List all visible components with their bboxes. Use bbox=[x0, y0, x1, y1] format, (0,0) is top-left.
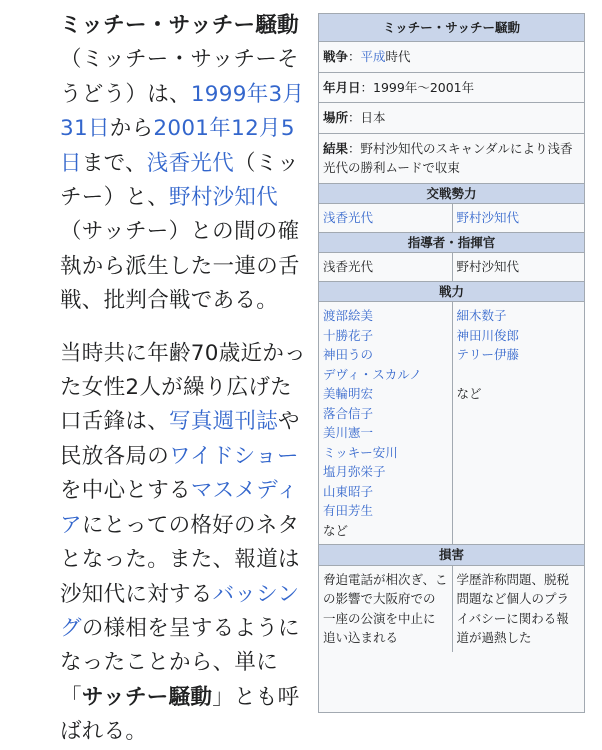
link-wide-show[interactable]: ワイドショー bbox=[169, 443, 299, 469]
text-nick1: （ミッチー）と、 bbox=[60, 150, 299, 211]
link-date-start[interactable]: 1999年3月31日 bbox=[60, 81, 305, 142]
strength-right-item[interactable]: 神田川俊郎 bbox=[456, 327, 520, 343]
p2-text-5: の様相を呈するようになったことから、単に「 bbox=[60, 615, 300, 710]
strength-left-item[interactable]: デヴィ・スカルノ bbox=[323, 366, 422, 382]
war-rest: 時代 bbox=[385, 49, 411, 64]
infobox bbox=[318, 13, 585, 713]
article-body bbox=[60, 9, 308, 750]
sacchi-sodo-bold: サッチー騒動 bbox=[81, 684, 213, 710]
p2-text-2: や民放各局の bbox=[60, 409, 300, 469]
commanders-row bbox=[319, 252, 584, 281]
p2-text-3: を中心とする bbox=[60, 478, 191, 504]
strength-left-item[interactable]: 十勝花子 bbox=[323, 327, 374, 343]
strength-right-item[interactable]: 細木数子 bbox=[456, 308, 507, 323]
casualty-left: 脅迫電話が相次ぎ、この影響で大阪府での一座の公演を中止に追い込まれる bbox=[323, 571, 448, 645]
strength-left-item[interactable]: 山東昭子 bbox=[323, 483, 374, 499]
belligerent-right[interactable]: 野村沙知代 bbox=[452, 204, 585, 232]
link-bashing[interactable]: バッシング bbox=[60, 581, 300, 641]
strength-right-item[interactable]: テリー伊藤 bbox=[456, 347, 520, 362]
place-label: 場所 bbox=[323, 110, 349, 125]
result-value: ：野村沙知代のスキャンダルにより浅香光代の勝利ムードで収束 bbox=[323, 140, 573, 175]
casualties-header: 損害 bbox=[319, 544, 584, 565]
p2-text-1: 当時共に年齢70歳近かった女性2人が繰り広げた口舌鋒は、 bbox=[60, 340, 306, 435]
infobox-result-row bbox=[319, 133, 584, 183]
belligerent-left[interactable]: 浅香光代 bbox=[323, 210, 374, 225]
link-mass-media[interactable]: マスメディア bbox=[60, 478, 299, 538]
casualty-right: 学歴詐称問題、脱税問題など個人のプライバシーに関わる報道が過熱した bbox=[452, 566, 585, 652]
strength-left-item[interactable]: ミッキー安川 bbox=[323, 444, 398, 460]
place-value: ：日本 bbox=[348, 110, 386, 125]
link-nomura-sachiyo[interactable]: 野村沙知代 bbox=[169, 185, 279, 211]
infobox-place-row bbox=[319, 102, 584, 133]
text-made: まで、 bbox=[81, 150, 147, 176]
strength-left-col bbox=[319, 302, 452, 544]
strength-left-item[interactable]: 美川憲一 bbox=[323, 425, 374, 440]
strength-left-etc: など bbox=[323, 522, 349, 538]
war-colon: ： bbox=[348, 49, 361, 64]
strength-left-item[interactable]: 美輪明宏 bbox=[323, 386, 374, 401]
strength-left-item[interactable]: 神田うの bbox=[323, 347, 374, 362]
text-kara: から bbox=[109, 116, 154, 142]
war-link[interactable]: 平成 bbox=[360, 49, 386, 64]
commander-right: 野村沙知代 bbox=[452, 253, 585, 281]
strength-left-item[interactable]: 渡部絵美 bbox=[323, 308, 374, 323]
article-title-bold: ミッチー・サッチー騒動 bbox=[60, 13, 299, 38]
strength-right-etc: など bbox=[456, 386, 482, 401]
strength-right-spacer bbox=[457, 365, 581, 385]
commanders-header: 指導者・指揮官 bbox=[319, 232, 584, 253]
link-photo-weekly[interactable]: 写真週刊誌 bbox=[169, 409, 279, 435]
strength-left-item[interactable]: 落合信子 bbox=[323, 405, 374, 421]
date-label: 年月日 bbox=[323, 79, 361, 95]
link-date-end[interactable]: 2001年12月5日 bbox=[60, 116, 295, 176]
casualties-row bbox=[319, 565, 584, 652]
strength-left-item[interactable]: 塩月弥栄子 bbox=[323, 464, 386, 479]
strength-left-item[interactable]: 有田芳生 bbox=[323, 503, 374, 518]
strength-row bbox=[319, 301, 584, 544]
strength-header: 戦力 bbox=[319, 281, 584, 302]
infobox-date-row bbox=[319, 72, 584, 103]
belligerents-header: 交戦勢力 bbox=[319, 183, 584, 204]
reading-text: （ミッチー・サッチーそうどう）は、 bbox=[60, 47, 299, 107]
infobox-war-row bbox=[319, 41, 584, 72]
text-rest: （サッチー）との間の確執から派生した一連の舌戦、批判合戦である。 bbox=[60, 219, 300, 314]
war-label: 戦争 bbox=[323, 49, 349, 64]
result-label: 結果 bbox=[323, 140, 349, 156]
infobox-title: ミッチー・サッチー騒動 bbox=[319, 14, 584, 41]
date-value: ：1999年〜2001年 bbox=[360, 79, 475, 95]
commander-left: 浅香光代 bbox=[323, 259, 374, 274]
belligerents-row bbox=[319, 203, 584, 232]
second-paragraph bbox=[60, 337, 308, 750]
p2-text-4: にとっての格好のネタとなった。また、報道は沙知代に対する bbox=[60, 512, 300, 607]
strength-right-col bbox=[452, 302, 585, 544]
p2-text-6: 」とも呼ばれる。 bbox=[60, 684, 300, 745]
link-asaka-mitsuyo[interactable]: 浅香光代 bbox=[146, 150, 234, 176]
intro-paragraph bbox=[60, 9, 308, 319]
